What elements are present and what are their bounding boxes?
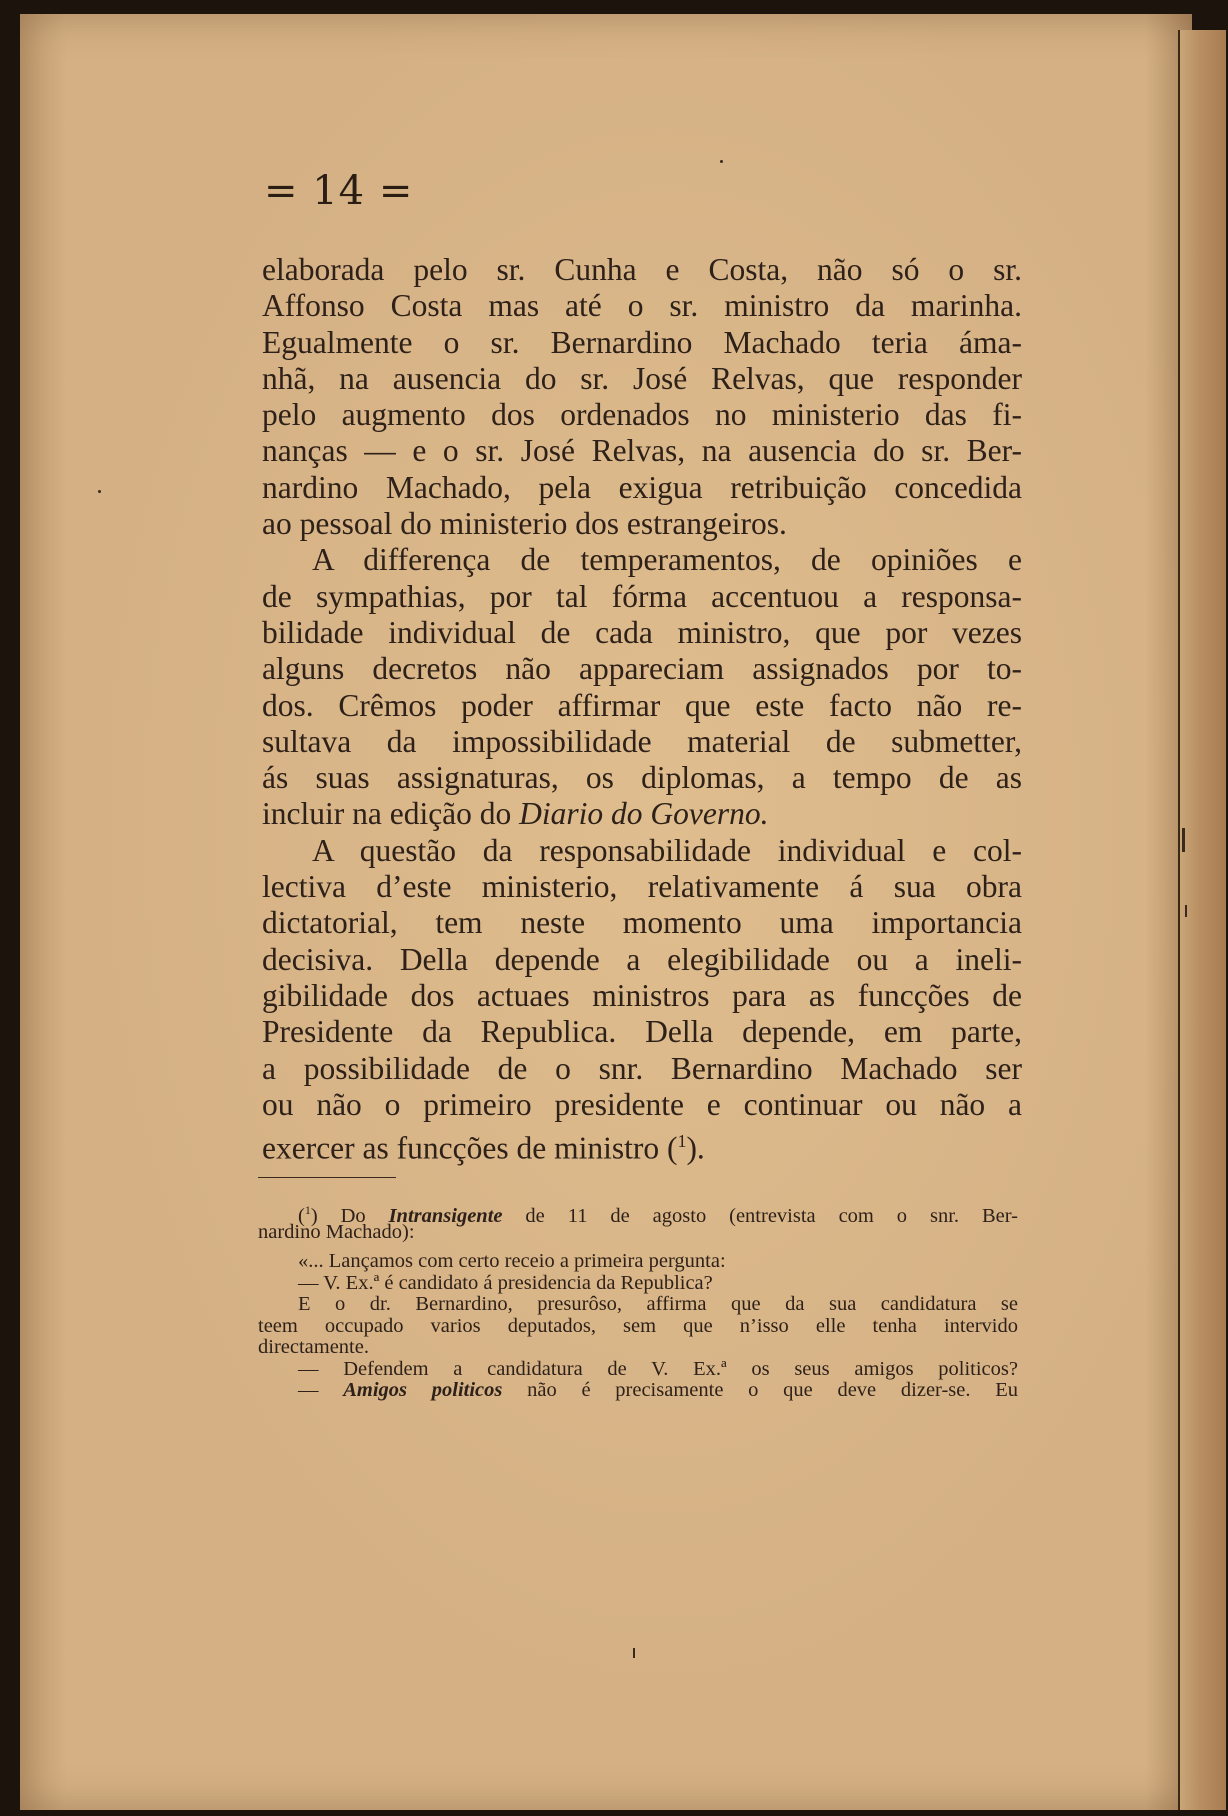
text-line: a possibilidade de o snr. Bernardino Machado ser xyxy=(262,1050,1022,1086)
text-line xyxy=(262,1123,1022,1166)
page-number: = 14 = xyxy=(264,168,414,214)
speck xyxy=(720,160,723,163)
footnote-line: — Defendem a candidatura de V. Ex.ª os seus amigos politicos? xyxy=(298,1357,1018,1380)
text-line: dos. Crêmos poder affirmar que este facto não re- xyxy=(262,687,1022,723)
text-line: ou não o primeiro presidente e continuar ou não a xyxy=(262,1086,1022,1122)
text-line: Affonso Costa mas até o sr. ministro da marinha. xyxy=(262,288,1022,324)
footnote-line: teem occupado varios deputados, sem que n’isso elle tenha intervido xyxy=(258,1314,1018,1337)
speck xyxy=(633,1648,635,1658)
text-run: exercer as funcções de ministro ( xyxy=(262,1130,678,1166)
text-line: de sympathias, por tal fórma accentuou a responsa- xyxy=(262,578,1022,614)
text-line: ás suas assignaturas, os diplomas, a tempo de as xyxy=(262,760,1022,796)
italic-title: Diario do Governo. xyxy=(519,796,769,832)
footnote-marker: 1 xyxy=(304,1203,311,1217)
speck xyxy=(1182,828,1185,852)
text-line: elaborada pelo sr. Cunha e Costa, não só o sr. xyxy=(262,252,1022,287)
footnote-line: directamente. xyxy=(258,1336,369,1358)
speck xyxy=(1185,905,1187,917)
text-line: lectiva d’este ministerio, relativamente á sua obra xyxy=(262,869,1022,905)
text-line: Presidente da Republica. Della depende, em parte, xyxy=(262,1014,1022,1050)
text-line xyxy=(262,796,1022,832)
page-edge xyxy=(1178,30,1226,1810)
footnote-line: «... Lançamos com certo receio a primeira pergunta: xyxy=(298,1250,726,1272)
main-text xyxy=(262,252,1022,1166)
text-run: não é precisamente o que deve dizer-se. Eu xyxy=(502,1379,1018,1401)
text-line: sultava da impossibilidade material de submetter, xyxy=(262,723,1022,759)
italic-phrase: Amigos politicos xyxy=(343,1379,503,1401)
footnote-line: — V. Ex.ª é candidato á presidencia da Republica? xyxy=(298,1271,713,1294)
text-line: nhã, na ausencia do sr. José Relvas, que responder xyxy=(262,360,1022,396)
text-line: A differença de temperamentos, de opiniões e xyxy=(312,542,1022,578)
text-run: ) Do xyxy=(310,1204,389,1227)
speck xyxy=(98,490,101,493)
footnote-ref: 1 xyxy=(677,1131,687,1152)
italic-title: Intransigente xyxy=(388,1204,503,1227)
text-line: bilidade individual de cada ministro, que por vezes xyxy=(262,614,1022,650)
text-run: de 11 de agosto (entrevista com o snr. Ber- xyxy=(502,1204,1018,1227)
text-run: — xyxy=(298,1379,344,1401)
footnote-line xyxy=(258,1200,1018,1227)
text-line: nanças — e o sr. José Relvas, na ausencia do sr. Ber- xyxy=(262,433,1022,469)
text-line: Egualmente o sr. Bernardino Machado teria áma- xyxy=(262,324,1022,360)
text-line: ao pessoal do ministerio dos estrangeiros. xyxy=(262,506,787,542)
text-run: incluir na edição do xyxy=(262,796,520,832)
text-line: pelo augmento dos ordenados no ministerio das fi- xyxy=(262,397,1022,433)
text-run: ). xyxy=(686,1130,705,1166)
text-line: nardino Machado, pela exigua retribuição concedida xyxy=(262,469,1022,505)
text-line: dictatorial, tem neste momento uma importancia xyxy=(262,905,1022,941)
footnote-line: nardino Machado): xyxy=(258,1220,415,1243)
footnote-line xyxy=(258,1380,1018,1402)
text-line: A questão da responsabilidade individual e col- xyxy=(312,832,1022,868)
footnote-rule xyxy=(258,1177,396,1178)
footnote-line: E o dr. Bernardino, presurôso, affirma que da sua candidatura se xyxy=(298,1293,1018,1315)
footnote xyxy=(258,1200,1018,1402)
text-line: gibilidade dos actuaes ministros para as funcções de xyxy=(262,977,1022,1013)
text-run: ( xyxy=(298,1204,305,1227)
text-line: decisiva. Della depende a elegibilidade ou a ineli- xyxy=(262,941,1022,977)
text-line: alguns decretos não appareciam assignados por to- xyxy=(262,651,1022,687)
